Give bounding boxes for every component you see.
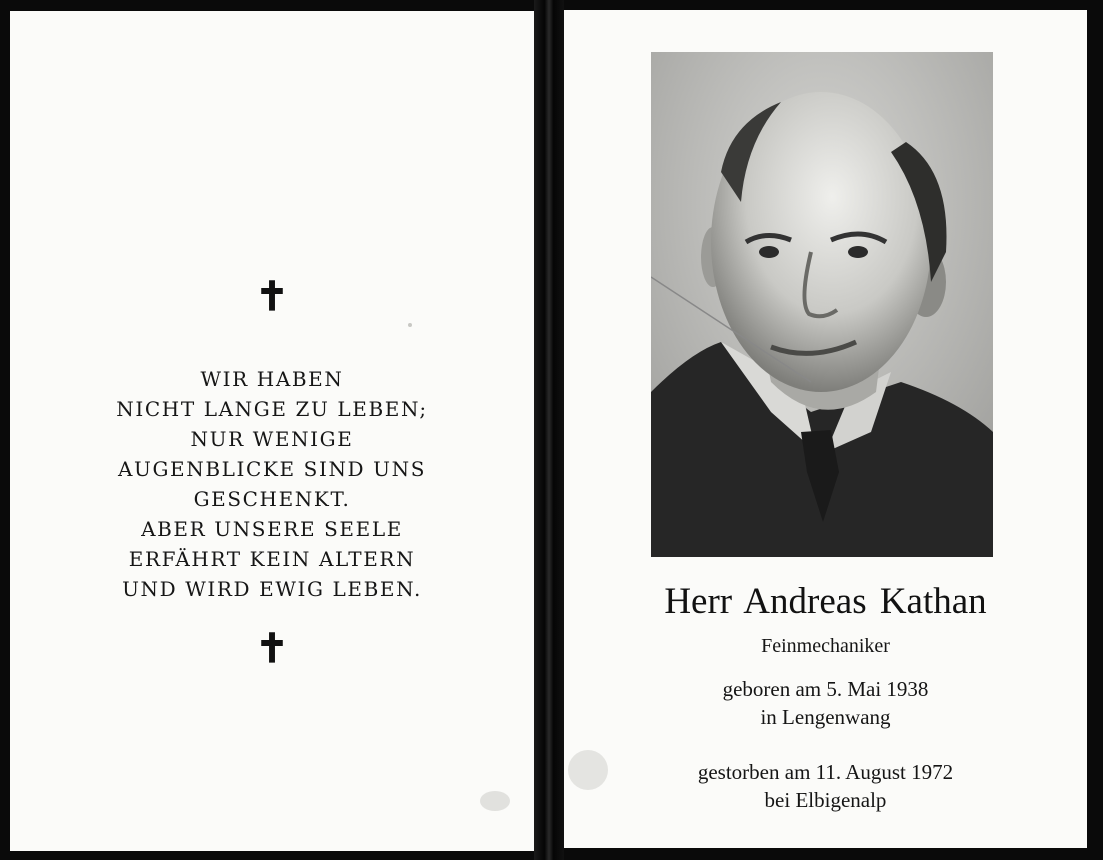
deceased-name: Herr Andreas Kathan — [664, 581, 987, 622]
verse-line: UND WIRD EWIG LEBEN. — [122, 577, 422, 601]
cross-icon-top: ✝ — [255, 273, 289, 320]
birth-place: in Lengenwang — [760, 705, 891, 729]
verse-line: GESCHENKT. — [193, 487, 351, 511]
right-card-panel — [564, 10, 1087, 848]
verse-line: AUGENBLICKE SIND UNS — [117, 457, 426, 481]
death-date: gestorben am 11. August 1972 — [697, 760, 954, 784]
paper-speck — [408, 323, 412, 327]
verse-text — [10, 364, 534, 604]
cross-icon-bottom: ✝ — [255, 625, 289, 672]
paper-speck — [568, 750, 608, 790]
birth-date: geboren am 5. Mai 1938 — [722, 677, 929, 701]
verse-line: NUR WENIGE — [190, 427, 354, 451]
verse-line: ERFÄHRT KEIN ALTERN — [128, 547, 416, 571]
portrait-image — [651, 52, 993, 557]
verse-line: WIR HABEN — [200, 367, 344, 391]
portrait-photo — [651, 52, 993, 557]
verse-line: ABER UNSERE SEELE — [141, 517, 403, 541]
paper-speck — [480, 791, 510, 811]
death-place: bei Elbigenalp — [764, 788, 887, 812]
profession: Feinmechaniker — [761, 635, 890, 657]
card-fold-spine — [534, 0, 564, 860]
left-card-panel — [10, 11, 534, 851]
verse-line: NICHT LANGE ZU LEBEN; — [116, 397, 428, 421]
